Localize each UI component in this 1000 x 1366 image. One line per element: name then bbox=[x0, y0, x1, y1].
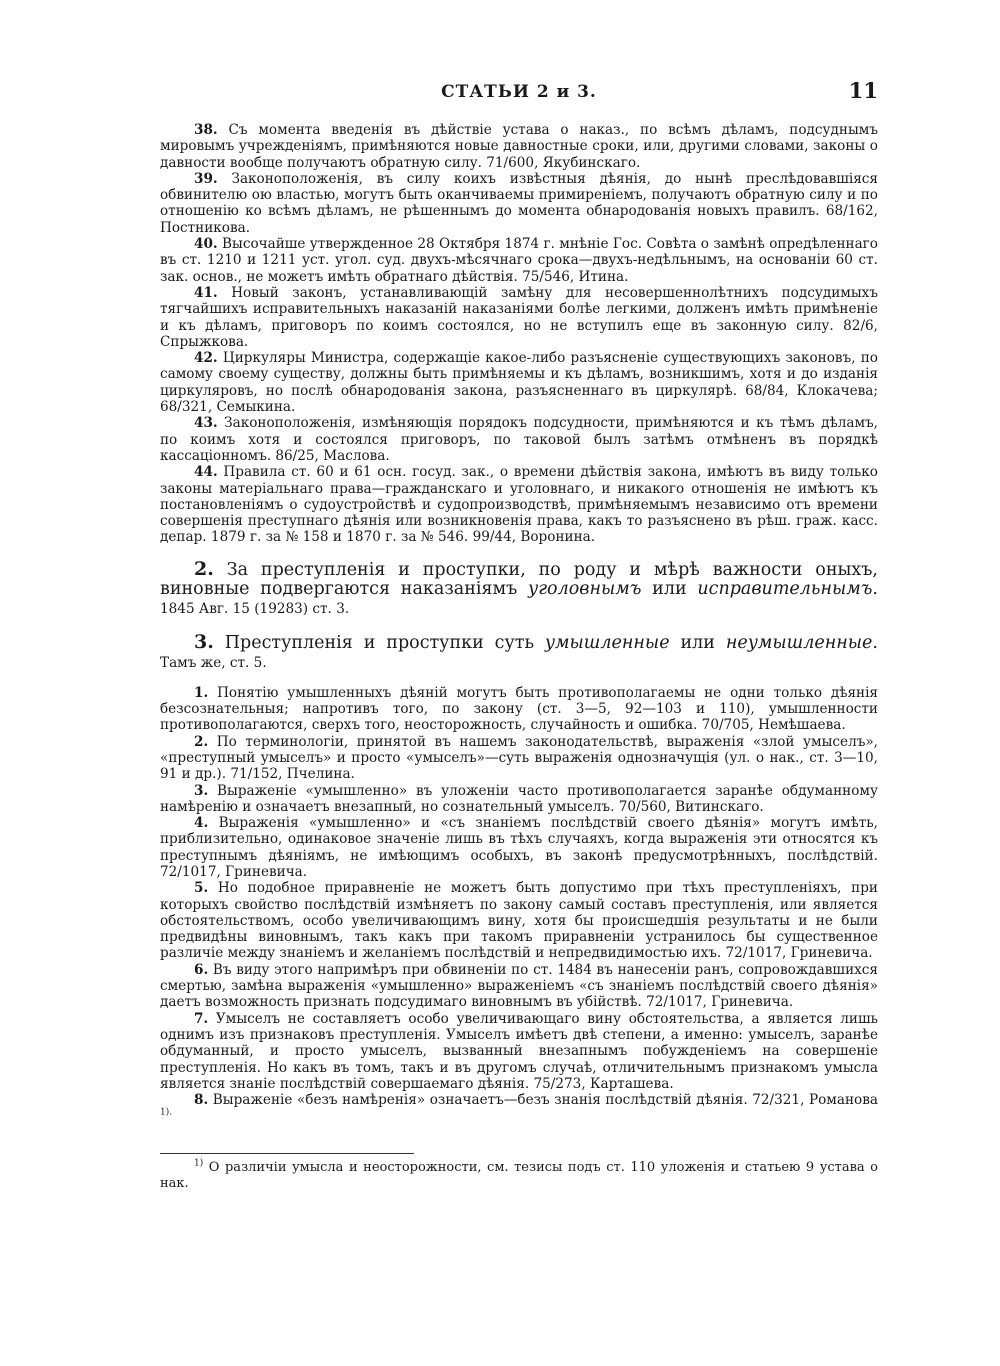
page-number: 11 bbox=[848, 78, 878, 103]
note-paragraph: 4. Выраженія «умышленно» и «съ знаніемъ послѣдствій своего дѣянія» могутъ имѣть, приблизительно, одинаковое значеніе лишь въ тѣхъ случаяхъ, когда выраженія эти относятся къ преступнымъ дѣяніямъ, не имѣющимъ особыхъ, въ законѣ предусмотрѣнныхъ, послѣдствій. 72/1017, Гриневича. bbox=[160, 815, 879, 880]
footnote-divider bbox=[160, 1153, 414, 1154]
note-paragraph: 6. Въ виду этого напримѣръ при обвиненіи по ст. 1484 въ нанесеніи ранъ, сопровождавшихся смертью, замѣна выраженія «умышленно» выраженіемъ «съ знаніемъ послѣдствій своего дѣянія» даетъ возможность признать подсудимаго виновнымъ въ убійствѣ. 72/1017, Гриневича. bbox=[160, 961, 878, 1011]
note-paragraph: 40. Высочайше утвержденное 28 Октября 1874 г. мнѣніе Гос. Совѣта о замѣнѣ опредѣленнаго въ ст. 1210 и 1211 уст. угол. суд. двухъ-мѣсячнаго срока—двухъ-недѣльнымъ, на основаніи 60 ст. зак. основ., не можетъ имѣть обратнаго дѣйствія. 75/546, Итина. bbox=[160, 236, 878, 285]
note-paragraph: 2. По терминологіи, принятой въ нашемъ законодательствѣ, выраженія «злой умыселъ», «преступный умыселъ» и просто «умыселъ»—суть выраженія однозначущія (ул. о нак., ст. 3—10, 91 и др.). 71/152, Пчелина. bbox=[160, 733, 878, 783]
page-header bbox=[160, 78, 878, 112]
note-paragraph: 3. Выраженіе «умышленно» въ уложеніи часто противополагается заранѣе обдуманному намѣренію и означаетъ внезапный, но сознательный умыселъ. 70/560, Витинскаго. bbox=[160, 782, 878, 815]
note-paragraph: 43. Законоположенія, измѣняющія порядокъ подсудности, примѣняются и къ тѣмъ дѣламъ, по коимъ хотя и состоялся приговоръ, по таковой былъ затѣмъ отмѣненъ въ порядкѣ кассаціонномъ. 86/25, Маслова. bbox=[160, 415, 878, 464]
note-paragraph: 39. Законоположенія, въ силу коихъ извѣстныя дѣянія, до нынѣ преслѣдовавшіяся обвинителю ою властью, могутъ быть оканчиваемы примиреніемъ, получаютъ обратную силу и по отношенію ко всѣмъ дѣламъ, не рѣшеннымъ до момента обнародованія новыхъ правилъ. 68/162, Постникова. bbox=[160, 170, 878, 236]
article-3: 3. Преступленія и проступки суть умышленные или неумышленные. Тамъ же, ст. 5. bbox=[160, 630, 878, 671]
note-paragraph: 42. Циркуляры Министра, содержащіе какое-либо разъясненіе существующихъ законовъ, по самому своему существу, должны быть примѣняемы и къ дѣламъ, возникшимъ, хотя и до изданія циркуляровъ, но послѣ обнародованія закона, разъясненнаго въ циркулярѣ. 68/84, Клокачева; 68/321, Семыкина. bbox=[160, 350, 878, 416]
note-paragraph: 41. Новый законъ, устанавливающій замѣну для несовершеннолѣтнихъ подсудимыхъ тягчайшихъ исправительныхъ наказаній наказаніями болѣе легкими, долженъ имѣть примѣненіе и къ дѣламъ, приговоръ по коимъ состоялся, но не вступилъ еще въ законную силу. 82/6, Спрыжкова. bbox=[160, 284, 878, 350]
running-title: СТАТЬИ 2 и 3. bbox=[441, 82, 597, 102]
footnote-reference: 1). bbox=[160, 1107, 173, 1118]
note-paragraph: 38. Съ момента введенія въ дѣйствіе устава о наказ., по всѣмъ дѣламъ, подсуднымъ мировымъ учрежденіямъ, примѣняются новые давностные сроки, или, другими словами, законы о давности вообще получаютъ обратную силу. 71/600, Якубинскаго. bbox=[160, 122, 878, 171]
note-paragraph: 5. Но подобное приравненіе не можетъ быть допустимо при тѣхъ преступленіяхъ, при которыхъ свойство послѣдствій измѣняетъ по закону самый составъ преступленія, или является обстоятельствомъ, особо увеличивающимъ вину, хотя бы происшедшія результаты и не были предвидѣны виновнымъ, такъ какъ при такомъ приравненіи устранилось бы существенное различіе между знаніемъ и желаніемъ послѣдствій и непредвидимостью ихъ. 72/1017, Гриневича. bbox=[160, 880, 878, 962]
note-paragraph: 44. Правила ст. 60 и 61 осн. госуд. зак., о времени дѣйствія закона, имѣютъ въ виду только законы матеріальнаго права—гражданскаго и уголовнаго, и никакого отношенія не имѣютъ къ постановленіямъ о судоустройствѣ и судопроизводствѣ, примѣняемымъ независимо отъ времени совершенія преступнаго дѣянія или возникновенія права, какъ то разъяснено въ рѣш. граж. касс. депар. 1879 г. за № 158 и 1870 г. за № 546. 99/44, Воронина. bbox=[160, 464, 878, 546]
page bbox=[160, 78, 878, 1192]
note-paragraph: 1. Понятію умышленныхъ дѣяній могутъ быть противополагаемы не одни только дѣянія безсознательныя; напротивъ того, по закону (ст. 3—5, 92—103 и 110), умышленности противополагаются, сверхъ того, неосторожность, случайность и ошибка. 70/705, Немѣшаева. bbox=[160, 684, 878, 734]
footnote: $^{1)}$ О различіи умысла и неосторожности, см. тезисы подъ ст. 110 уложенія и статьею 9 устава о нак. bbox=[160, 1158, 878, 1191]
notes-article-3 bbox=[160, 685, 878, 1125]
notes-article-1 bbox=[160, 122, 878, 546]
article-2-source: 1845 Авг. 15 (19283) ст. 3. bbox=[160, 600, 350, 617]
note-paragraph: 8. Выраженіе «безъ намѣренія» означаетъ—безъ знанія послѣдствій дѣянія. 72/321, Романова $^{1).}$ bbox=[160, 1092, 878, 1118]
article-3-source: Тамъ же, ст. 5. bbox=[160, 654, 267, 671]
article-2: 2. За преступленія и проступки, по роду и мѣрѣ важности оныхъ, виновные подвергаются наказаніямъ уголовнымъ или исправительнымъ. 1845 Авг. 15 (19283) ст. 3. bbox=[160, 557, 878, 617]
note-paragraph: 7. Умыселъ не составляетъ особо увеличивающаго вину обстоятельства, а является лишь однимъ изъ признаковъ преступленія. Умыселъ имѣетъ двѣ степени, а именно: умыселъ, заранѣе обдуманный, и просто умыселъ, вызванный внезапнымъ побужденіемъ на совершеніе преступленія. Но какъ въ томъ, такъ и въ другомъ случаѣ, отличительнымъ признакомъ умысла является знаніе послѣдствій совершаемаго дѣянія. 75/273, Карташева. bbox=[160, 1010, 878, 1092]
